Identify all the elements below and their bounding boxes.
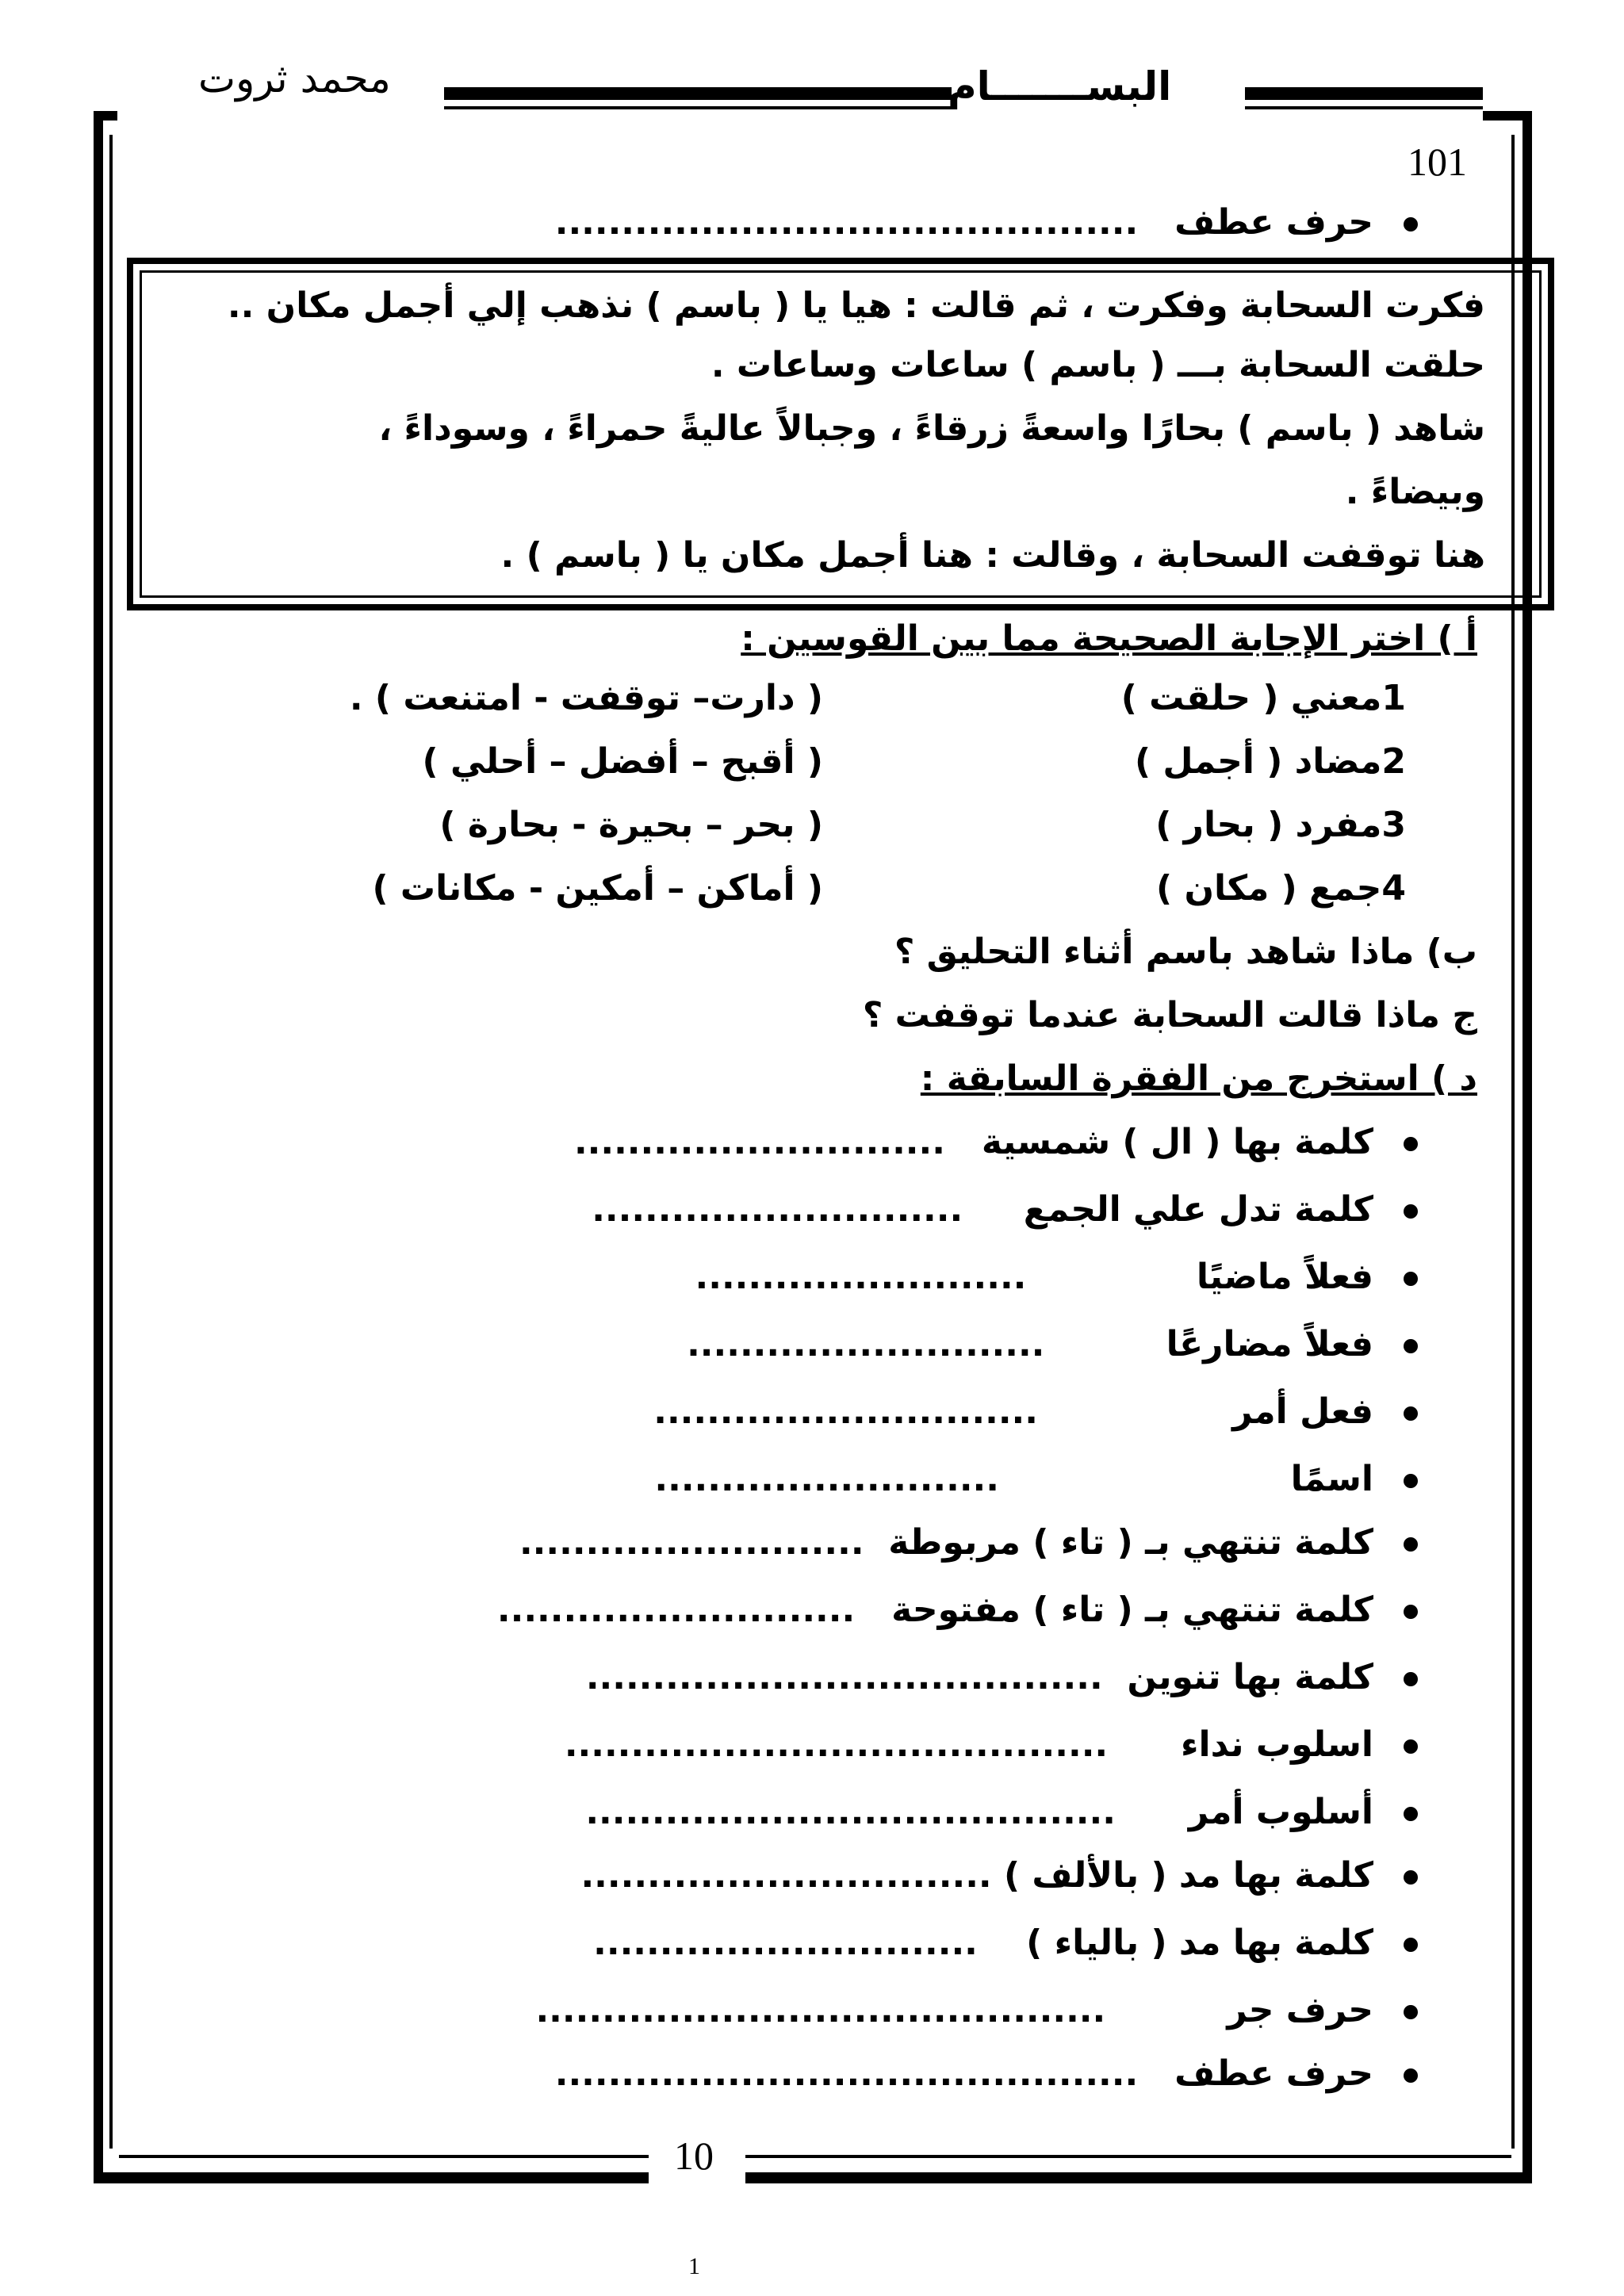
mc-options: ( أقبح – أفضل – أحلي )	[422, 741, 823, 782]
page-number-bottom-continued: 1	[688, 2253, 700, 2279]
list-item	[555, 202, 1418, 253]
bullet-icon	[1404, 1672, 1418, 1686]
list-item	[586, 1657, 1418, 1708]
passage-line: شاهد ( باسم ) بحارًا واسعةً زرقاءً ، وجبالاً عاليةً حمراءً ، وسوداءً ،	[378, 408, 1485, 449]
header-rule-left-thin	[444, 106, 952, 109]
list-item	[654, 1459, 1418, 1510]
bullet-icon	[1404, 1605, 1418, 1619]
list-item	[574, 1122, 1418, 1173]
list-item	[593, 1923, 1418, 1973]
answer-blank: ..........................	[654, 1459, 999, 1499]
bullet-icon	[1404, 1474, 1418, 1488]
page-number-top: 101	[1408, 140, 1467, 184]
answer-blank: ........................................	[585, 1792, 1116, 1832]
passage-line: هنا توقفت السحابة ، وقالت : هنا أجمل مكان يا ( باسم ) .	[500, 535, 1485, 576]
item-label: اسلوب نداء	[1181, 1724, 1373, 1765]
answer-blank: ............................................	[554, 202, 1139, 243]
page-number-bottom: 10	[674, 2133, 714, 2178]
mc-options: ( بحر – بحيرة - بحارة )	[439, 805, 823, 845]
list-item	[565, 1724, 1418, 1775]
mc-question: 2مضاد ( أجمل )	[1134, 741, 1406, 782]
answer-blank: ...........................	[496, 1590, 856, 1630]
passage-line: حلقت السحابة بـــ ( باسم ) ساعات وساعات .	[710, 345, 1485, 385]
answer-blank: ...............................	[580, 1855, 992, 1896]
bullet-icon	[1404, 2005, 1418, 2019]
item-label: كلمة بها مد ( بالألف )	[1003, 1855, 1373, 1896]
section-a-title: أ ) اختر الإجابة الصحيحة مما بين القوسين :	[741, 618, 1477, 659]
page-border-top-right	[1483, 111, 1532, 121]
answer-blank: ............................................	[554, 2053, 1139, 2094]
item-label: حرف جر	[1227, 1990, 1373, 2030]
list-item	[555, 2053, 1418, 2104]
list-item	[653, 1391, 1418, 1442]
list-item	[497, 1590, 1418, 1640]
page-border-top-left	[94, 111, 117, 121]
mc-question: 3مفرد ( بحار )	[1155, 805, 1406, 845]
item-label: كلمة بها مد ( بالياء )	[1026, 1923, 1373, 1963]
bullet-icon	[1404, 1870, 1418, 1885]
bullet-icon	[1404, 1739, 1418, 1754]
bullet-icon	[1404, 1406, 1418, 1421]
book-title: البســـــــام	[948, 63, 1172, 109]
bullet-icon	[1404, 217, 1418, 232]
bullet-icon	[1404, 1204, 1418, 1219]
item-label: فعلاً مضارعًا	[1166, 1324, 1373, 1364]
answer-blank: .......................................	[585, 1657, 1103, 1697]
answer-blank: .............................	[653, 1391, 1038, 1432]
item-label: فعلاً ماضيًا	[1196, 1257, 1373, 1297]
header-rule-left	[444, 87, 952, 100]
page-border-left	[94, 111, 103, 2172]
answer-blank: ..........................	[519, 1522, 864, 1563]
answer-blank: ...........................................	[535, 1990, 1106, 2030]
list-item	[687, 1324, 1418, 1375]
item-label: أسلوب أمر	[1188, 1792, 1373, 1832]
item-label: فعل أمر	[1232, 1391, 1373, 1432]
item-label: كلمة بها تنوين	[1127, 1657, 1373, 1697]
mc-question: 4جمع ( مكان )	[1156, 868, 1406, 909]
author-name: محمد ثروت	[198, 55, 391, 101]
item-label: حرف عطف	[1174, 202, 1373, 243]
list-item	[580, 1855, 1418, 1906]
answer-blank: ...........................	[687, 1324, 1045, 1364]
list-item	[585, 1792, 1418, 1843]
bullet-icon	[1404, 1537, 1418, 1552]
item-label: حرف عطف	[1174, 2053, 1373, 2094]
header-rule-right-thin	[1245, 106, 1483, 109]
list-item	[592, 1189, 1418, 1240]
answer-blank: .........................................	[564, 1724, 1109, 1765]
section-b-question: ب) ماذا شاهد باسم أثناء التحليق ؟	[894, 932, 1477, 972]
answer-blank: ............................	[592, 1189, 963, 1230]
page-border-bottom-left	[94, 2172, 649, 2183]
bullet-icon	[1404, 1137, 1418, 1151]
page-border-bottom-left-inner	[119, 2155, 649, 2158]
list-item	[535, 1990, 1418, 2041]
item-label: كلمة بها ( ال ) شمسية	[981, 1122, 1373, 1162]
mc-question: 1معني ( حلقت )	[1120, 678, 1406, 718]
item-label: كلمة تدل علي الجمع	[1023, 1189, 1373, 1230]
answer-blank: ............................	[573, 1122, 945, 1162]
item-label: كلمة تنتهي بـ ( تاء ) مفتوحة	[891, 1590, 1373, 1630]
bullet-icon	[1404, 1272, 1418, 1286]
header-rule-right	[1245, 87, 1483, 100]
page-border-bottom-right-inner	[745, 2155, 1511, 2158]
bullet-icon	[1404, 1807, 1418, 1821]
bullet-icon	[1404, 1938, 1418, 1952]
page-border-bottom-right	[745, 2172, 1532, 2183]
mc-options: ( أماكن – أمكين - مكانات )	[372, 868, 823, 909]
section-d-title: د ) استخرج من الفقرة السابقة :	[920, 1058, 1477, 1099]
page-border-left-inner	[109, 135, 113, 2149]
answer-blank: .............................	[593, 1923, 978, 1963]
bullet-icon	[1404, 1339, 1418, 1353]
passage-line: فكرت السحابة وفكرت ، ثم قالت : هيا يا ( باسم ) نذهب إلي أجمل مكان ..	[227, 285, 1485, 326]
answer-blank: .........................	[695, 1257, 1027, 1297]
section-c-question: ج ماذا قالت السحابة عندما توقفت ؟	[862, 995, 1477, 1035]
bullet-icon	[1404, 2068, 1418, 2083]
passage-line: وبيضاءً .	[1345, 472, 1485, 512]
item-label: كلمة تنتهي بـ ( تاء ) مربوطة	[888, 1522, 1373, 1563]
list-item	[519, 1522, 1418, 1573]
list-item	[695, 1257, 1418, 1307]
item-label: اسمًا	[1290, 1459, 1373, 1499]
mc-options: ( دارت– توقفت - امتنعت ) .	[349, 678, 823, 718]
